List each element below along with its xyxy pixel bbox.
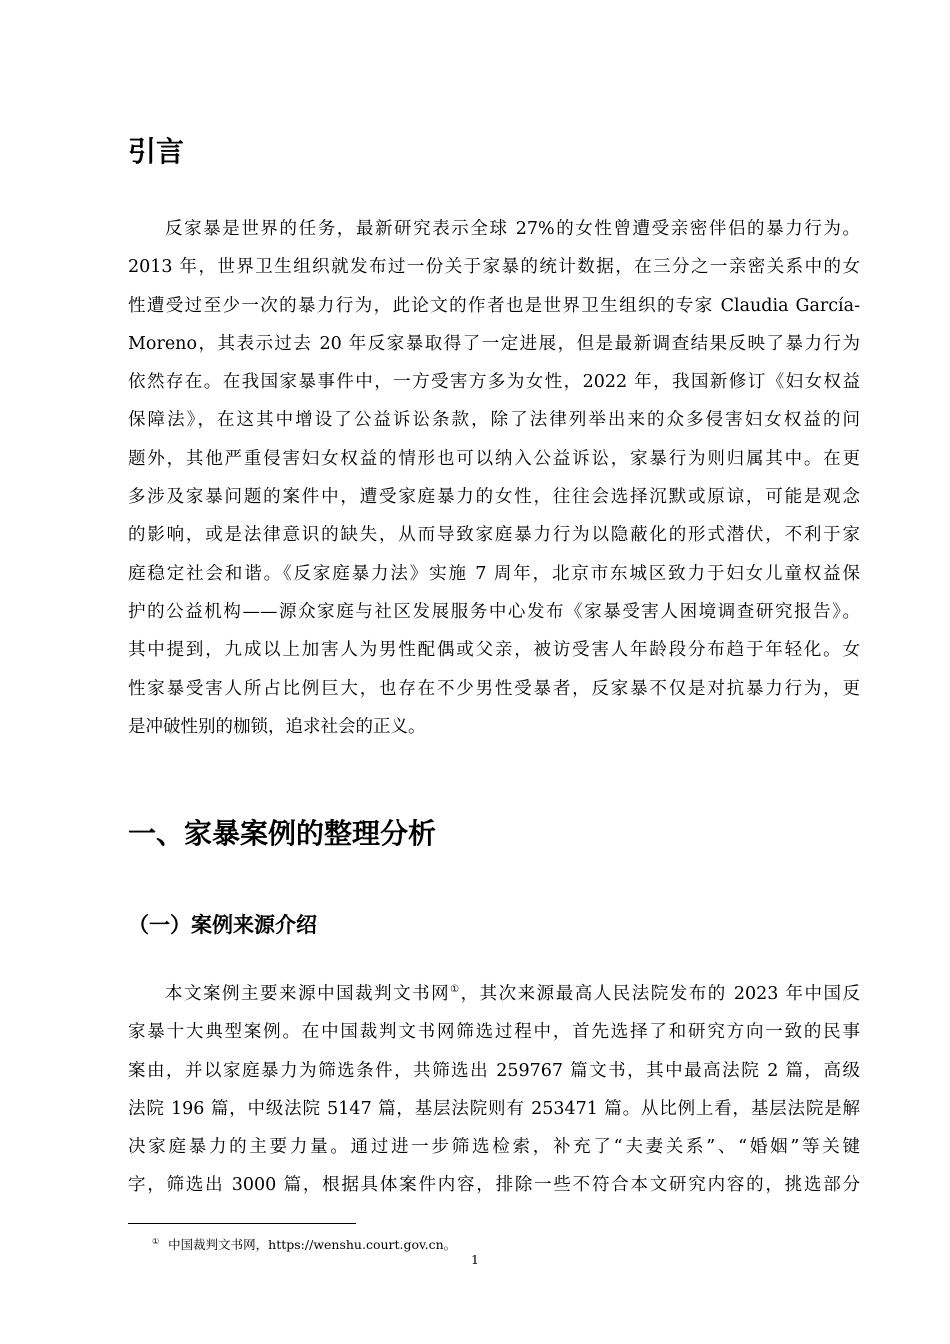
text-line: 性家暴受害人所占比例巨大，也存在不少男性受暴者，反家暴不仅是对抗暴力行为，更	[128, 678, 860, 699]
text-line: 多涉及家暴问题的案件中，遭受家庭暴力的女性，往往会选择沉默或原谅，可能是观念	[128, 487, 860, 508]
text-line: Moreno，其表示过去 20 年反家暴取得了一定进展，但是最新调查结果反映了暴力行为	[128, 333, 860, 354]
text-line: 决家庭暴力的主要力量。通过进一步筛选检索，补充了“夫妻关系”、“婚姻”等关键	[128, 1137, 860, 1158]
footnote-reference[interactable]: ①	[450, 984, 461, 995]
text-line	[128, 975, 860, 1013]
footnote-mark: ①	[152, 1237, 160, 1246]
text-line: 的影响，或是法律意识的缺失，从而导致家庭暴力行为以隐蔽化的形式潜伏，不利于家	[128, 525, 860, 546]
footnote-separator	[128, 1223, 356, 1224]
footnote	[152, 1234, 456, 1253]
text-line: 家暴十大典型案例。在中国裁判文书网筛选过程中，首先选择了和研究方向一致的民事	[128, 1022, 860, 1043]
text-line: 庭稳定社会和谐。《反家庭暴力法》实施 7 周年，北京市东城区致力于妇女儿童权益保	[128, 563, 860, 584]
text-line: 题外，其他严重侵害妇女权益的情形也可以纳入公益诉讼，家暴行为则归属其中。在更	[128, 448, 860, 469]
text-run: 本文案例主要来源中国裁判文书网	[165, 984, 451, 1004]
text-line: 性遭受过至少一次的暴力行为，此论文的作者也是世界卫生组织的专家 Claudia García-	[128, 295, 860, 316]
heading-introduction: 引言	[128, 135, 185, 168]
case-source-paragraph	[128, 975, 860, 1205]
heading-section-1: 一、家暴案例的整理分析	[128, 817, 437, 850]
text-line: 护的公益机构——源众家庭与社区发展服务中心发布《家暴受害人困境调查研究报告》。	[128, 601, 860, 622]
text-line: 反家暴是世界的任务，最新研究表示全球 27%的女性曾遭受亲密伴侣的暴力行为。	[165, 219, 860, 239]
text-line: 保障法》，在这其中增设了公益诉讼条款，除了法律列举出来的众多侵害妇女权益的问	[128, 410, 860, 431]
text-line: 法院 196 篇，中级法院 5147 篇，基层法院则有 253471 篇。从比例上看，基层法院是解	[128, 1098, 860, 1119]
text-line: 字，筛选出 3000 篇，根据具体案件内容，排除一些不符合本文研究内容的，挑选部分	[128, 1175, 860, 1196]
text-line: 其中提到，九成以上加害人为男性配偶或父亲，被访受害人年龄段分布趋于年轻化。女	[128, 640, 860, 661]
intro-paragraph	[128, 210, 860, 746]
text-line: 依然存在。在我国家暴事件中，一方受害方多为女性，2022 年，我国新修订《妇女权益	[128, 372, 860, 393]
text-run: ，其次来源最高人民法院发布的 2023 年中国反	[460, 984, 860, 1004]
footnote-text: 中国裁判文书网，https://wenshu.court.gov.cn。	[168, 1237, 457, 1252]
text-line: 是冲破性别的枷锁，追求社会的正义。	[128, 716, 426, 737]
text-line: 2013 年，世界卫生组织就发布过一份关于家暴的统计数据，在三分之一亲密关系中的女	[128, 257, 860, 278]
heading-subsection-1-1: （一）案例来源介绍	[128, 913, 317, 937]
page-number: 1	[471, 1252, 479, 1267]
text-line: 案由，并以家庭暴力为筛选条件，共筛选出 259767 篇文书，其中最高法院 2 篇，高级	[128, 1060, 860, 1081]
